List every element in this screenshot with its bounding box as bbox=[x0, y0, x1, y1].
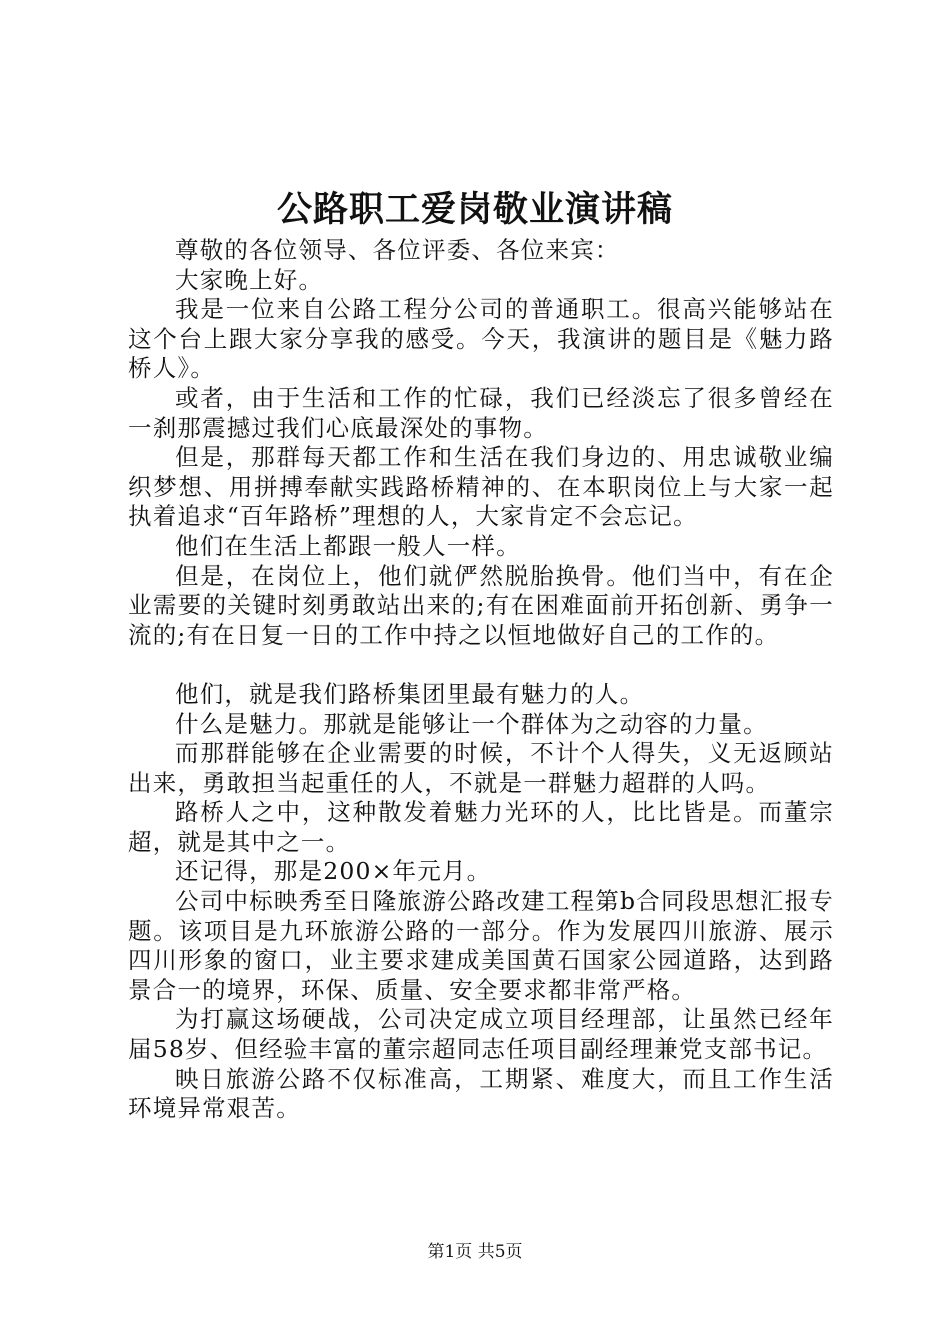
paragraph: 还记得，那是200×年元月。 bbox=[175, 857, 492, 886]
paragraph: 或者，由于生活和工作的忙碌，我们已经淡忘了很多曾经在一刹那震撼过我们心底最深处的事物。 bbox=[128, 383, 834, 442]
paragraph: 但是，那群每天都工作和生活在我们身边的、用忠诚敬业编织梦想、用拼搏奉献实践路桥精神的、在本职岗位上与大家一起执着追求“百年路桥”理想的人，大家肯定不会忘记。 bbox=[128, 443, 834, 531]
paragraph: 但是，在岗位上，他们就俨然脱胎换骨。他们当中，有在企业需要的关键时刻勇敢站出来的;有在困难面前开拓创新、勇争一流的;有在日复一日的工作中持之以恒地做好自己的工作的。 bbox=[128, 561, 834, 649]
paragraph-greeting: 大家晚上好。 bbox=[175, 265, 324, 294]
paragraph: 映日旅游公路不仅标准高，工期紧、难度大，而且工作生活环境异常艰苦。 bbox=[128, 1064, 834, 1123]
paragraph: 为打赢这场硬战，公司决定成立项目经理部，让虽然已经年届58岁、但经验丰富的董宗超同志任项目副经理兼党支部书记。 bbox=[128, 1005, 834, 1064]
paragraph: 路桥人之中，这种散发着魅力光环的人，比比皆是。而董宗超，就是其中之一。 bbox=[128, 798, 834, 856]
paragraph: 他们在生活上都跟一般人一样。 bbox=[175, 531, 521, 560]
document-body bbox=[128, 236, 834, 1124]
paragraph: 我是一位来自公路工程分公司的普通职工。很高兴能够站在这个台上跟大家分享我的感受。今天，我演讲的题目是《魅力路桥人》。 bbox=[128, 295, 834, 383]
page-number-footer: 第1页 共5页 bbox=[427, 1242, 523, 1262]
paragraph: 什么是魅力。那就是能够让一个群体为之动容的力量。 bbox=[175, 709, 768, 738]
paragraph: 而那群能够在企业需要的时候，不计个人得失，义无返顾站出来，勇敢担当起重任的人，不就是一群魅力超群的人吗。 bbox=[128, 739, 834, 797]
paragraph: 公司中标映秀至日隆旅游公路改建工程第b合同段思想汇报专题。该项目是九环旅游公路的一部分。作为发展四川旅游、展示四川形象的窗口，业主要求建成美国黄石国家公园道路，达到路景合一的境界，环保、质量、安全要求都非常严格。 bbox=[128, 887, 834, 1004]
paragraph-salutation: 尊敬的各位领导、各位评委、各位来宾： bbox=[175, 236, 620, 264]
paragraph: 他们，就是我们路桥集团里最有魅力的人。 bbox=[175, 679, 645, 708]
document-title: 公路职工爱岗敬业演讲稿 bbox=[276, 189, 673, 230]
